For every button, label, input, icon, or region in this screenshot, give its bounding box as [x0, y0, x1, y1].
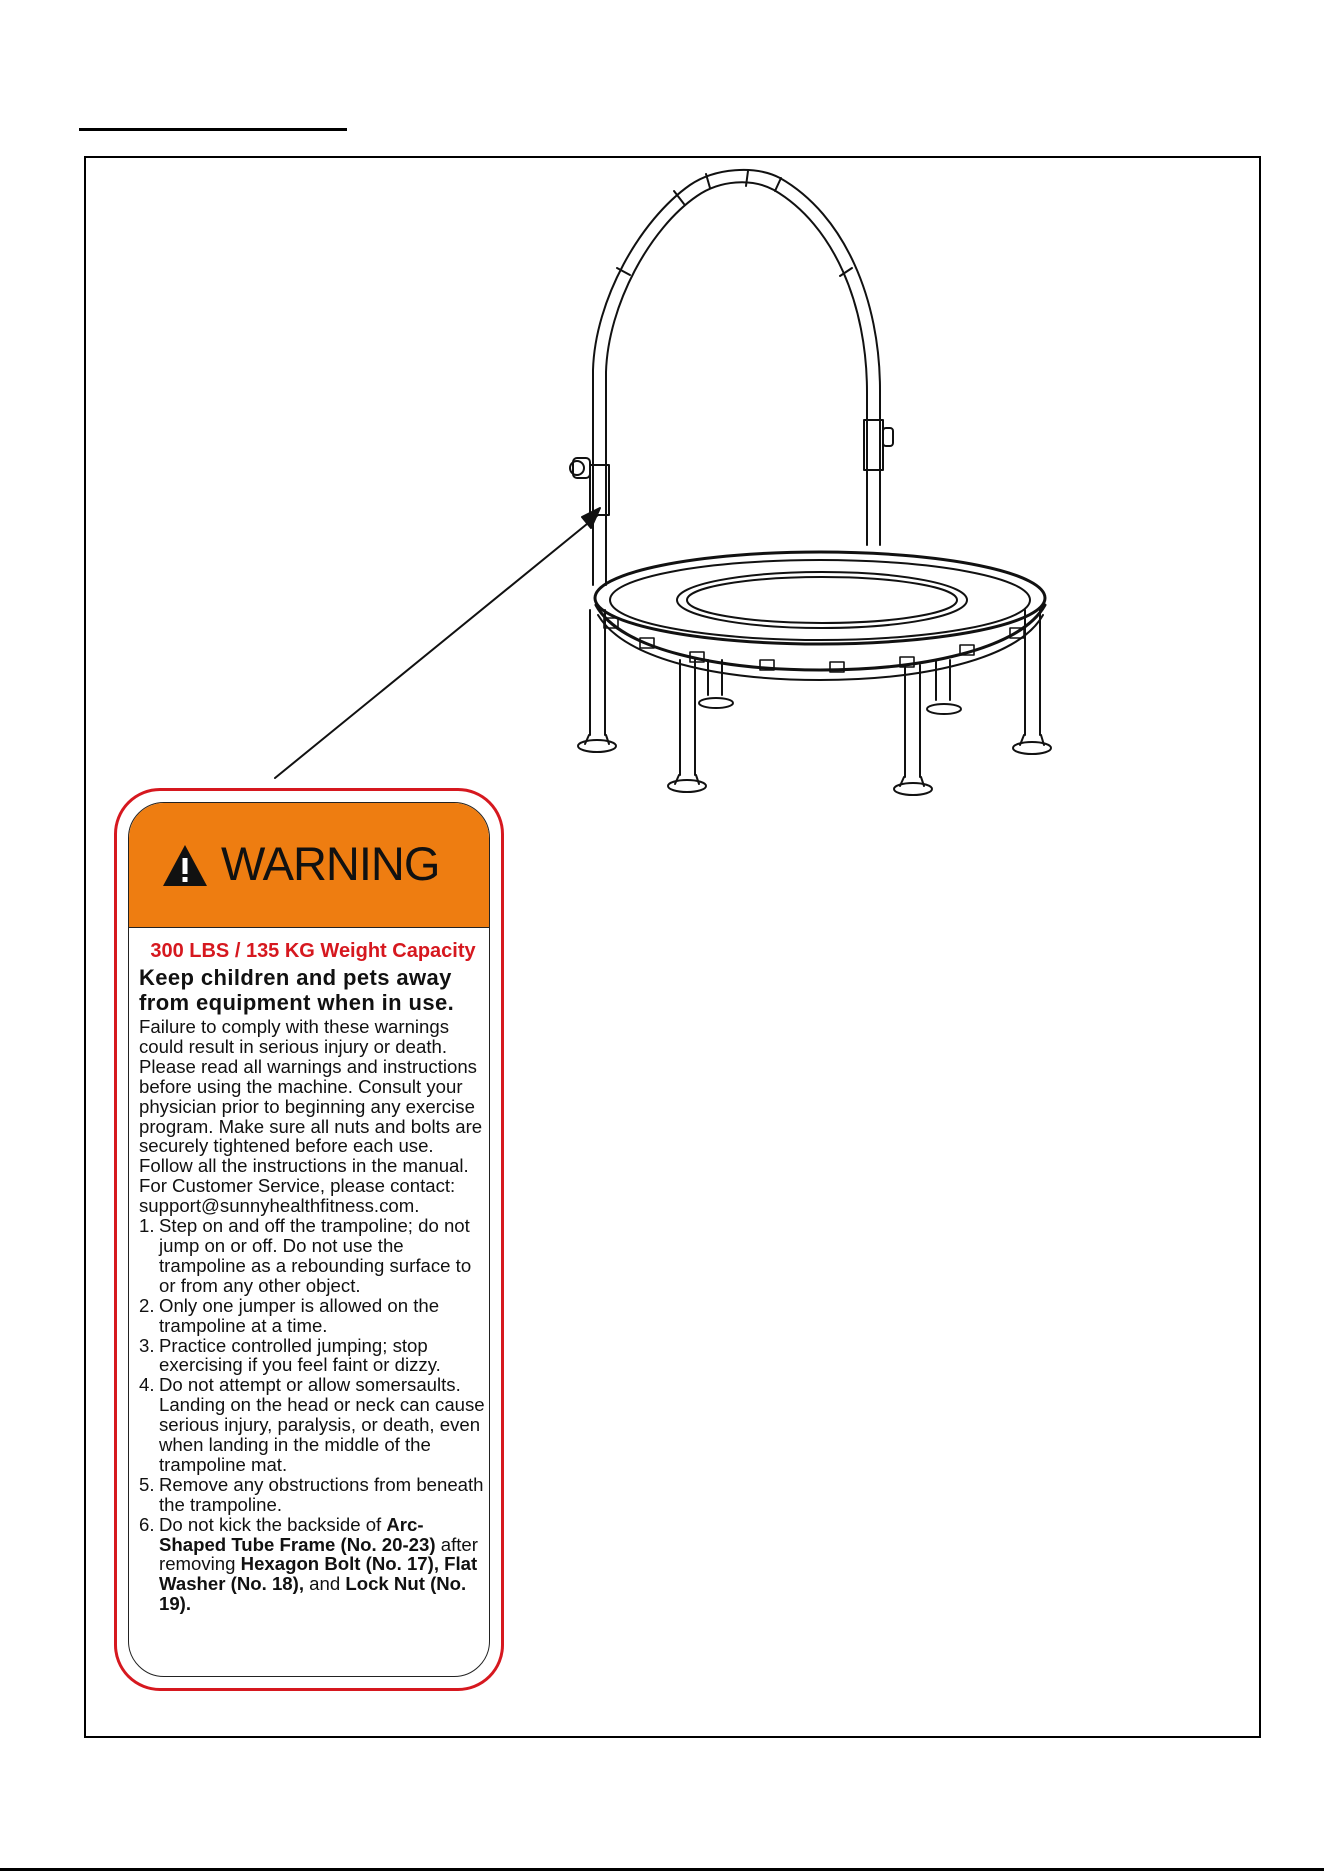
rule-item: 3. Practice controlled jumping; stop exercising if you feel faint or dizzy. — [139, 1334, 441, 1376]
rule-item: 4. Do not attempt or allow somersaults. Landing on the head or neck can cause serious injury, paralysis, or death, even when landing in the middle of the trampoline mat. — [139, 1374, 485, 1475]
rule-item: 1. Step on and off the trampoline; do not jump on or off. Do not use the trampoline as a rebounding surface to or from any other object. — [139, 1215, 472, 1296]
warning-rules — [139, 1216, 487, 1614]
section-heading-rule — [79, 128, 347, 131]
warning-header — [129, 803, 489, 928]
part-name-bolt-washer: Hexagon Bolt (No. 17), Flat Washer (No. 18), — [159, 1553, 478, 1595]
warning-paragraph: Failure to comply with these warnings could result in serious injury or death. Please read all warnings and instructions before using the machine. Consult your physician prior to beginning any exercise program. Make sure all nuts and bolts are securely tightened before each use. Follow all the instructions in the manual. For Customer Service, please contact: support@sunnyhealthfitness.com. — [139, 1016, 483, 1217]
rule-item: 5. Remove any obstructions from beneath the trampoline. — [139, 1473, 484, 1515]
warning-body — [139, 938, 487, 1614]
warning-title: WARNING — [221, 837, 440, 890]
part-name-arc-frame: Arc-Shaped Tube Frame (No. 20-23) — [159, 1513, 436, 1555]
warning-triangle-icon — [161, 843, 209, 888]
warning-headline: Keep children and pets away from equipment when in use. — [139, 965, 455, 1015]
page-bottom-rule — [0, 1868, 1324, 1871]
warning-label — [114, 788, 504, 1691]
part-name-lock-nut: Lock Nut (No. 19). — [159, 1573, 467, 1615]
warning-label-inner — [128, 802, 490, 1677]
rule-item: 2. Only one jumper is allowed on the trampoline at a time. — [139, 1294, 440, 1336]
weight-capacity: 300 LBS / 135 KG Weight Capacity — [150, 940, 476, 962]
rule-item-6: 6. Do not kick the backside of Arc-Shaped Tube Frame (No. 20-23) after removing Hexagon Bolt (No. 17), Flat Washer (No. 18), and Lock Nut (No. 19). — [139, 1513, 478, 1615]
